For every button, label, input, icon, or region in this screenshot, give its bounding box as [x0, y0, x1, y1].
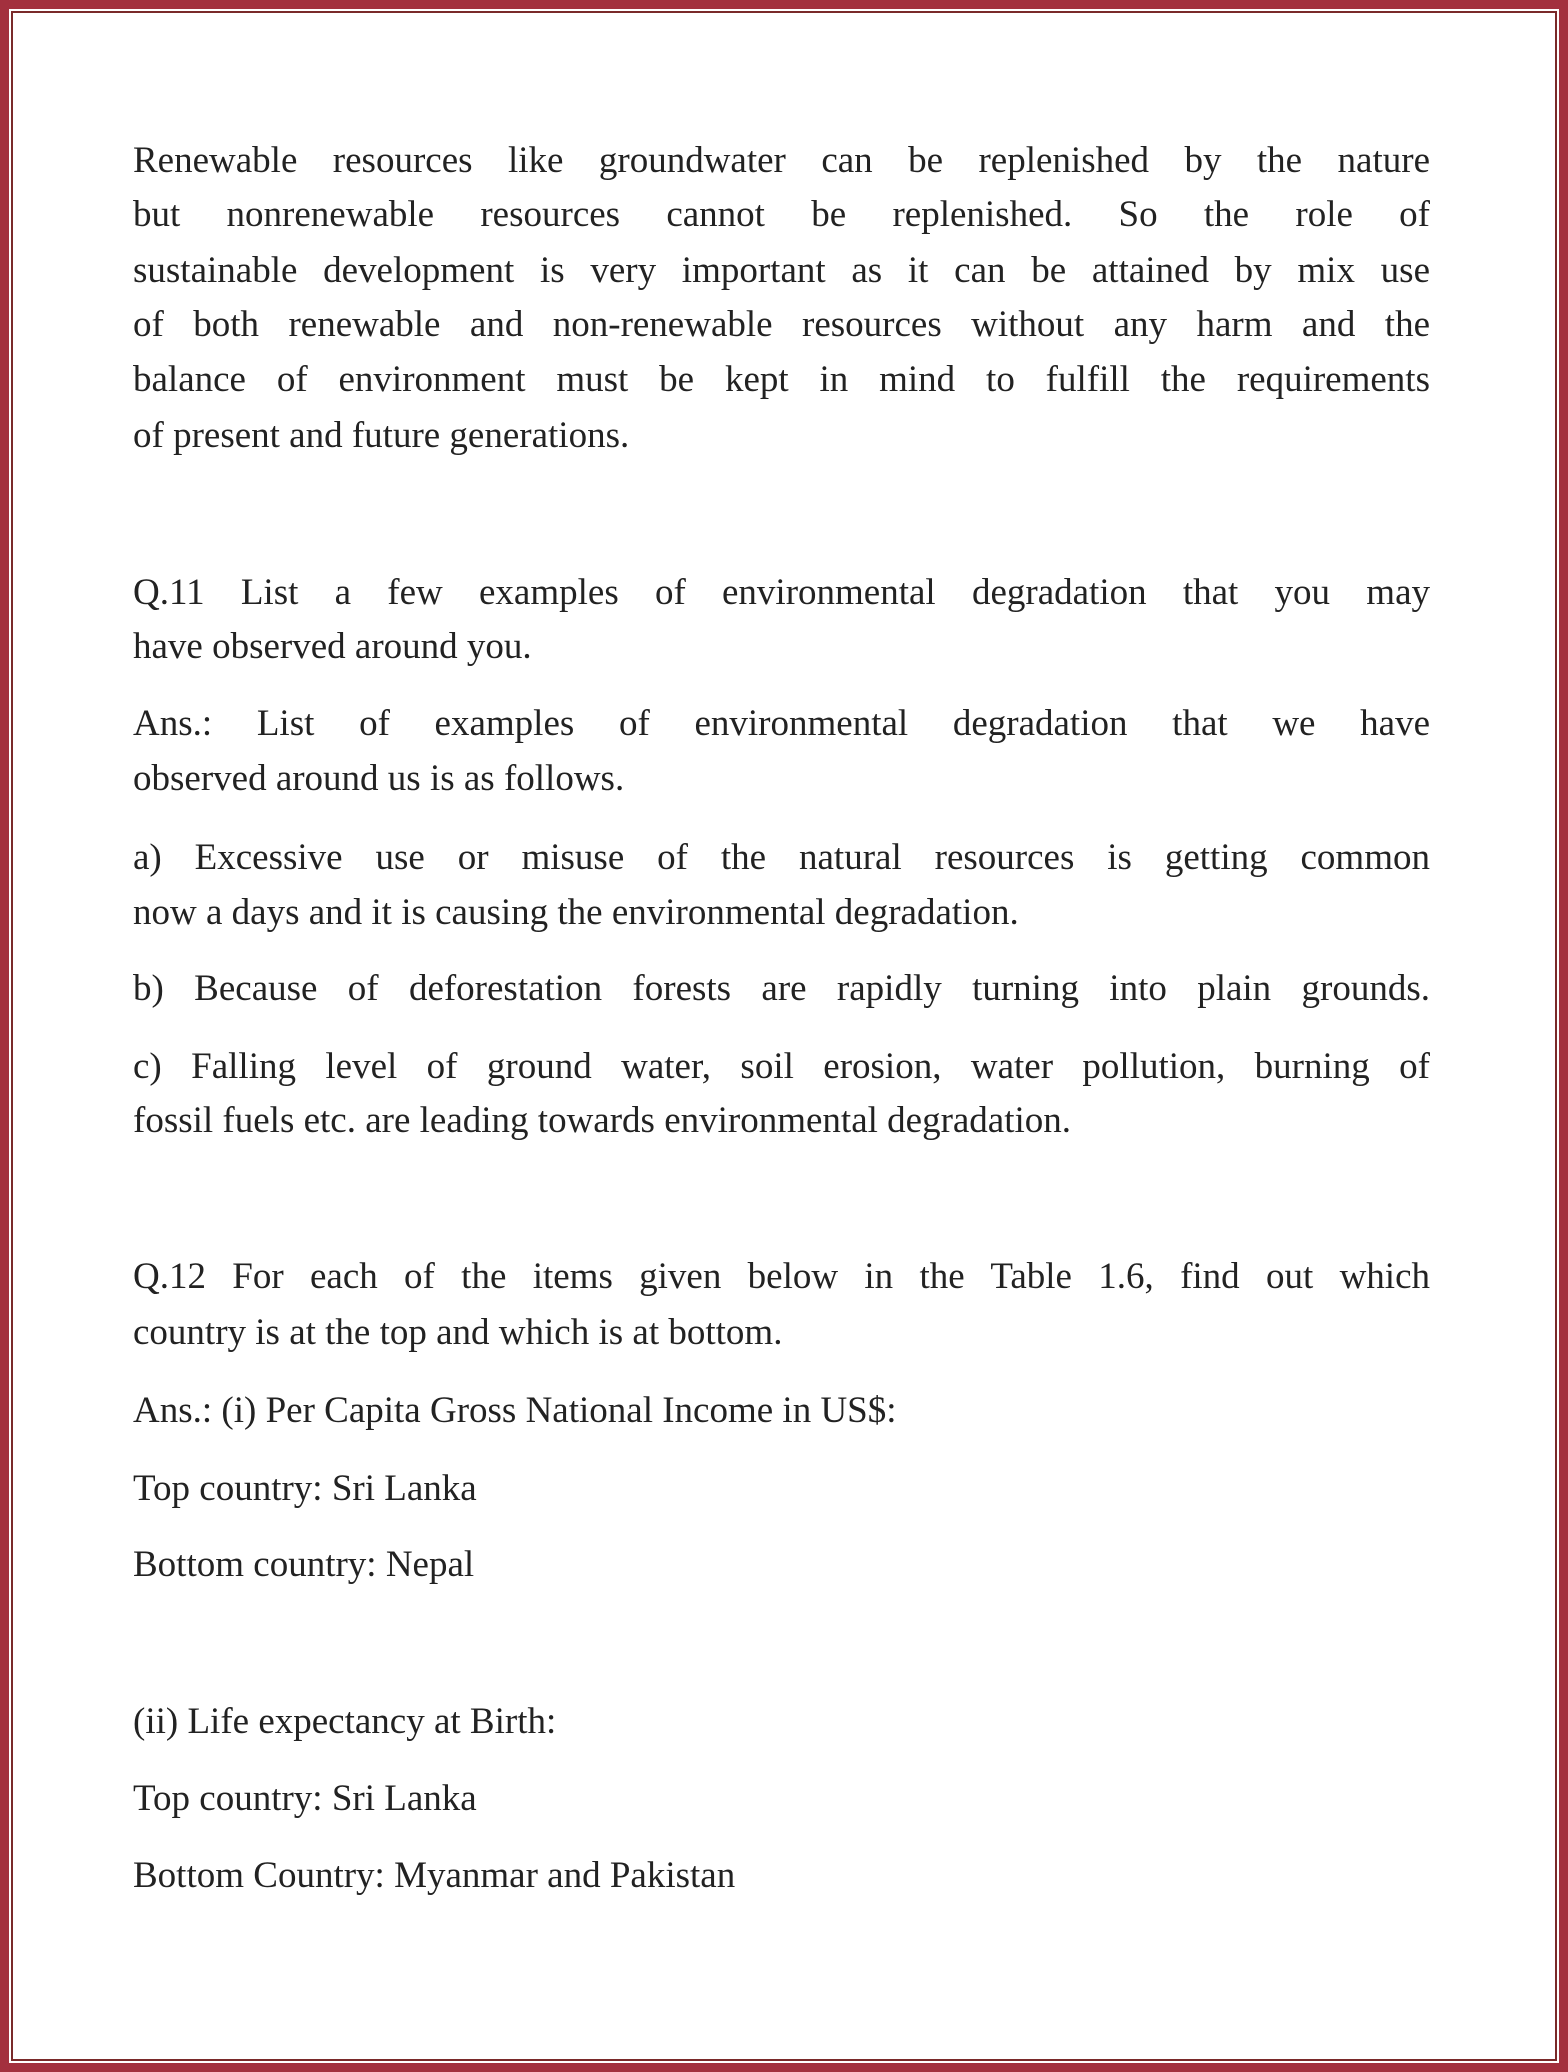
question-text: have observed around you. — [133, 626, 532, 667]
answer-item-c: fossil fuels etc. are leading towards environmental degradation. — [133, 1100, 1072, 1141]
text-line: but nonrenewable resources cannot be replenished. So the role of — [133, 194, 1430, 235]
top-country-ii: Top country: Sri Lanka — [133, 1778, 477, 1819]
text-line: sustainable development is very important as it can be attained by mix use — [133, 250, 1430, 291]
answer-text: observed around us is as follows. — [133, 758, 625, 799]
answer-item-c: c) Falling level of ground water, soil erosion, water pollution, burning of — [133, 1046, 1430, 1087]
top-country-i: Top country: Sri Lanka — [133, 1468, 477, 1509]
bottom-country-i: Bottom country: Nepal — [133, 1544, 475, 1585]
text-line: of present and future generations. — [133, 415, 630, 456]
question-text: country is at the top and which is at bottom. — [133, 1312, 783, 1353]
bottom-country-ii: Bottom Country: Myanmar and Pakistan — [133, 1855, 736, 1896]
answer-item-a: a) Excessive use or misuse of the natural resources is getting common — [133, 837, 1430, 878]
answer-item-b: b) Because of deforestation forests are rapidly turning into plain grounds. — [133, 968, 1430, 1009]
text-line: Renewable resources like groundwater can be replenished by the nature — [133, 140, 1430, 181]
question-text: Q.12 For each of the items given below in the Table 1.6, find out which — [133, 1256, 1430, 1297]
answer-item-a: now a days and it is causing the environmental degradation. — [133, 892, 1019, 933]
answer-text: Ans.: List of examples of environmental degradation that we have — [133, 703, 1430, 744]
answer-heading-ii: (ii) Life expectancy at Birth: — [133, 1701, 557, 1742]
answer-heading-i: Ans.: (i) Per Capita Gross National Income in US$: — [133, 1390, 897, 1431]
text-line: balance of environment must be kept in mind to fulfill the requirements — [133, 359, 1430, 400]
question-text: Q.11 List a few examples of environmental degradation that you may — [133, 572, 1430, 613]
text-line: of both renewable and non-renewable resources without any harm and the — [133, 304, 1430, 345]
